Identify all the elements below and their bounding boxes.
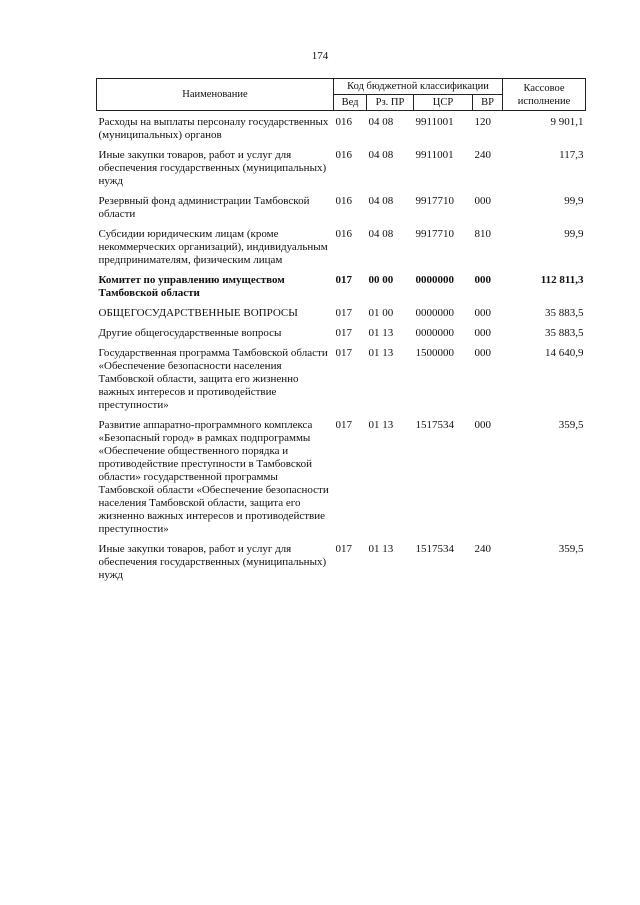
row-name: Резервный фонд администрации Тамбовской области [98, 195, 310, 220]
row-rz-pr: 01 13 [368, 327, 394, 339]
row-name: ОБЩЕГОСУДАРСТВЕННЫЕ ВОПРОСЫ [98, 307, 298, 319]
row-vr: 000 [474, 307, 491, 319]
row-ved: 016 [335, 228, 352, 240]
header-vr: ВР [473, 95, 503, 111]
table-row [97, 347, 586, 419]
row-vr: 240 [474, 149, 491, 161]
row-rz-pr: 04 08 [368, 116, 394, 128]
row-vr: 240 [474, 543, 491, 555]
table-row [97, 327, 586, 347]
table-row [97, 149, 586, 195]
row-csr: 9917710 [415, 228, 454, 240]
row-name: Иные закупки товаров, работ и услуг для обеспечения государственных (муниципальных) нужд [98, 543, 327, 581]
table-row [97, 307, 586, 327]
row-ved: 016 [335, 116, 352, 128]
row-rz-pr: 04 08 [368, 149, 394, 161]
row-name: Субсидии юридическим лицам (кроме некоммерческих организаций), индивидуальным предпринимателям, физическим лицам [98, 228, 328, 266]
page-number: 174 [311, 50, 329, 62]
header-rz-pr: Рз. ПР [367, 95, 414, 111]
table-row [97, 419, 586, 543]
row-csr: 9917710 [415, 195, 454, 207]
row-amount: 359,5 [558, 419, 584, 431]
row-amount: 112 811,3 [540, 274, 584, 286]
table-row [97, 195, 586, 228]
row-ved: 017 [335, 347, 352, 359]
row-name: Иные закупки товаров, работ и услуг для обеспечения государственных (муниципальных) нужд [98, 149, 327, 187]
row-name: Развитие аппаратно-программного комплекса «Безопасный город» в рамках подпрограммы «Обеспечение общественного порядка и противодействие преступности в Тамбовской области» государственной программы Тамбовской области «Обеспечение безопасности населения Тамбовской области, защита его жизненно важных интересов и противодействие преступности» [98, 419, 329, 535]
row-vr: 000 [474, 347, 491, 359]
row-amount: 117,3 [559, 149, 584, 161]
row-csr: 0000000 [415, 274, 454, 286]
table-row [97, 228, 586, 274]
row-csr: 0000000 [415, 327, 454, 339]
row-vr: 000 [474, 327, 491, 339]
row-amount: 14 640,9 [545, 347, 584, 359]
row-amount: 99,9 [564, 228, 584, 240]
row-csr: 1500000 [415, 347, 454, 359]
row-name: Комитет по управлению имуществом Тамбовской области [98, 274, 285, 299]
row-vr: 000 [474, 195, 491, 207]
row-vr: 000 [474, 419, 491, 431]
table-row [97, 274, 586, 307]
row-name: Государственная программа Тамбовской области «Обеспечение безопасности населения Тамбовской области, защита его жизненно важных интересов и противодействие преступности» [98, 347, 328, 411]
row-amount: 99,9 [564, 195, 584, 207]
row-vr: 810 [474, 228, 491, 240]
row-ved: 017 [335, 274, 352, 286]
row-ved: 017 [335, 327, 352, 339]
row-rz-pr: 01 13 [368, 543, 394, 555]
row-amount: 35 883,5 [545, 327, 584, 339]
row-rz-pr: 00 00 [368, 274, 394, 286]
table-row [97, 111, 586, 150]
header-name: Наименование [97, 79, 334, 111]
header-csr: ЦСР [414, 95, 473, 111]
row-csr: 0000000 [415, 307, 454, 319]
row-ved: 016 [335, 195, 352, 207]
row-name: Расходы на выплаты персоналу государственных (муниципальных) органов [98, 116, 329, 141]
row-rz-pr: 04 08 [368, 228, 394, 240]
row-rz-pr: 01 00 [368, 307, 394, 319]
row-ved: 017 [335, 543, 352, 555]
row-rz-pr: 01 13 [368, 347, 394, 359]
row-csr: 1517534 [415, 543, 454, 555]
row-vr: 120 [474, 116, 491, 128]
row-amount: 9 901,1 [550, 116, 584, 128]
budget-table [96, 78, 586, 589]
row-ved: 016 [335, 149, 352, 161]
table-row [97, 543, 586, 589]
row-vr: 000 [474, 274, 491, 286]
row-csr: 1517534 [415, 419, 454, 431]
row-amount: 359,5 [558, 543, 584, 555]
header-cash-execution: Кассовое исполнение [503, 79, 586, 111]
row-csr: 9911001 [415, 149, 454, 161]
row-rz-pr: 01 13 [368, 419, 394, 431]
row-ved: 017 [335, 419, 352, 431]
row-csr: 9911001 [415, 116, 454, 128]
row-ved: 017 [335, 307, 352, 319]
table-header [97, 79, 586, 111]
row-rz-pr: 04 08 [368, 195, 394, 207]
row-amount: 35 883,5 [545, 307, 584, 319]
header-ved: Вед [334, 95, 367, 111]
table-body [97, 111, 586, 590]
row-name: Другие общегосударственные вопросы [98, 327, 282, 339]
header-code-group: Код бюджетной классификации [334, 79, 503, 95]
